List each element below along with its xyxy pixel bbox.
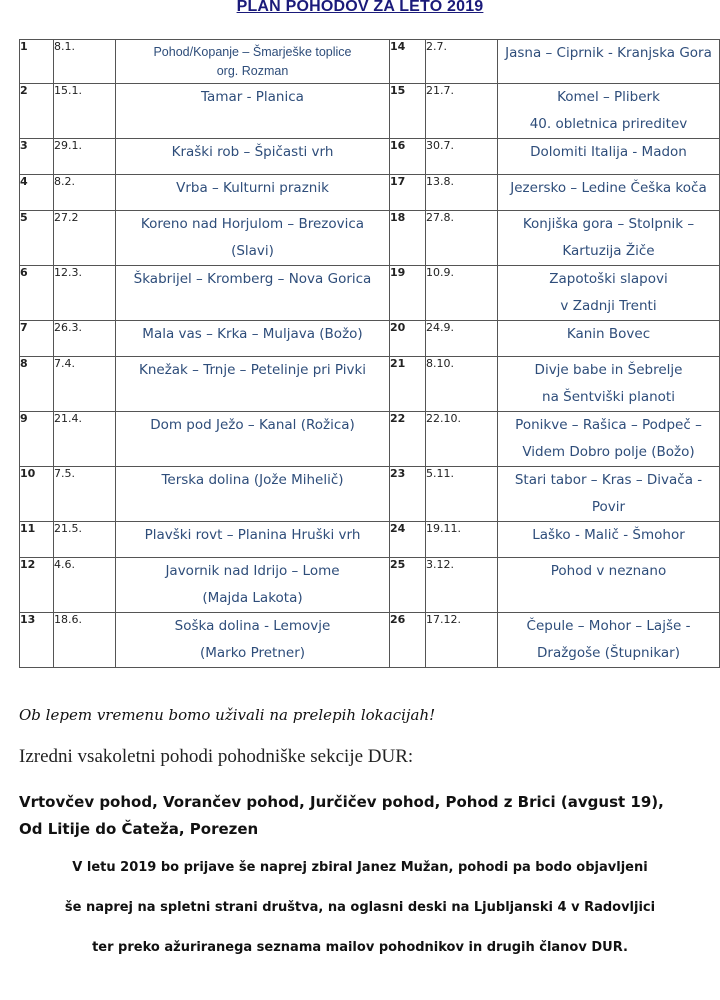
- hike-destination: [116, 321, 390, 357]
- destination-line: Vrba – Kulturni praznik: [176, 180, 329, 196]
- destination-line: Dražgoše (Štupnikar): [537, 645, 680, 661]
- destination-line: Čepule – Mohor – Lajše -: [526, 618, 691, 634]
- hike-number: 24: [390, 522, 426, 558]
- hike-number: 12: [20, 558, 54, 613]
- table-row: [20, 321, 720, 357]
- signup-line: ter preko ažuriranega seznama mailov pohodnikov in drugih članov DUR.: [92, 940, 628, 955]
- hike-date: 19.11.: [426, 522, 498, 558]
- hike-destination: [498, 211, 720, 266]
- hike-number: 26: [390, 613, 426, 668]
- hike-destination: [498, 412, 720, 467]
- signup-line: V letu 2019 bo prijave še naprej zbiral Janez Mužan, pohodi pa bodo objavljeni: [72, 860, 648, 875]
- hike-date: 5.11.: [426, 467, 498, 522]
- hike-destination: [498, 175, 720, 211]
- hike-date: 21.5.: [54, 522, 116, 558]
- destination-line: (Marko Pretner): [199, 645, 306, 661]
- page-title: PLAN POHODOV ZA LETO 2019: [236, 0, 484, 15]
- hike-date: 3.12.: [426, 558, 498, 613]
- table-row: [20, 266, 720, 321]
- hike-number: 22: [390, 412, 426, 467]
- hike-number: 13: [20, 613, 54, 668]
- destination-line: Ponikve – Rašica – Podpeč –: [515, 417, 702, 433]
- hike-destination: [498, 84, 720, 139]
- hike-destination: [498, 139, 720, 175]
- table-row: [20, 40, 720, 84]
- destination-line: Divje babe in Šebrelje: [534, 362, 683, 378]
- destination-line: Videm Dobro polje (Božo): [522, 444, 695, 460]
- hike-number: 2: [20, 84, 54, 139]
- hike-number: 9: [20, 412, 54, 467]
- hike-date: 21.7.: [426, 84, 498, 139]
- destination-line: Pohod v neznano: [550, 563, 667, 579]
- destination-line: Kraški rob – Špičasti vrh: [171, 144, 334, 160]
- hike-destination: [116, 522, 390, 558]
- hike-date: 18.6.: [54, 613, 116, 668]
- table-row: [20, 139, 720, 175]
- hike-date: 7.4.: [54, 357, 116, 412]
- hike-number: 11: [20, 522, 54, 558]
- destination-line: Jezersko – Ledine Češka koča: [510, 180, 707, 196]
- hike-date: 8.1.: [54, 40, 116, 84]
- hike-number: 6: [20, 266, 54, 321]
- destination-line: Zapotoški slapovi: [549, 271, 668, 287]
- hike-number: 18: [390, 211, 426, 266]
- hike-number: 5: [20, 211, 54, 266]
- hike-date: 15.1.: [54, 84, 116, 139]
- hike-number: 1: [20, 40, 54, 84]
- hike-destination: [116, 139, 390, 175]
- destination-line: org. Rozman: [216, 64, 289, 78]
- hike-number: 20: [390, 321, 426, 357]
- signup-line: še naprej na spletni strani društva, na oglasni deski na Ljubljanski 4 v Radovljici: [64, 900, 656, 915]
- destination-line: Tamar - Planica: [201, 89, 304, 105]
- destination-line: Mala vas – Krka – Muljava (Božo): [142, 326, 363, 342]
- hike-destination: [498, 522, 720, 558]
- hike-date: 21.4.: [54, 412, 116, 467]
- hike-schedule-table: [19, 39, 720, 668]
- hike-date: 27.8.: [426, 211, 498, 266]
- hike-destination: [498, 40, 720, 84]
- table-row: [20, 357, 720, 412]
- extra-hikes-list: [19, 789, 709, 843]
- table-row: [20, 558, 720, 613]
- hike-destination: [116, 357, 390, 412]
- hike-number: 19: [390, 266, 426, 321]
- hike-number: 7: [20, 321, 54, 357]
- hike-date: 8.10.: [426, 357, 498, 412]
- destination-line: v Zadnji Trenti: [560, 298, 657, 314]
- hike-number: 17: [390, 175, 426, 211]
- hike-destination: [116, 266, 390, 321]
- hike-date: 24.9.: [426, 321, 498, 357]
- destination-line: Škabrijel – Kromberg – Nova Gorica: [133, 271, 372, 287]
- table-row: [20, 175, 720, 211]
- hike-destination: [498, 558, 720, 613]
- table-row: [20, 522, 720, 558]
- destination-line: Knežak – Trnje – Petelinje pri Pivki: [138, 362, 367, 378]
- hike-number: 16: [390, 139, 426, 175]
- hike-destination: [498, 357, 720, 412]
- hike-destination: [498, 321, 720, 357]
- destination-line: 40. obletnica prireditev: [529, 116, 688, 132]
- hike-date: 29.1.: [54, 139, 116, 175]
- hike-number: 21: [390, 357, 426, 412]
- table-row: [20, 467, 720, 522]
- destination-line: Soška dolina - Lemovje: [174, 618, 331, 634]
- hike-destination: [498, 467, 720, 522]
- hike-date: 22.10.: [426, 412, 498, 467]
- hike-destination: [116, 467, 390, 522]
- destination-line: (Slavi): [231, 243, 274, 259]
- destination-line: Kartuzija Žiče: [562, 243, 655, 259]
- weather-note: Ob lepem vremenu bomo uživali na prelepih lokacijah!: [19, 706, 436, 724]
- hike-date: 12.3.: [54, 266, 116, 321]
- hike-date: 30.7.: [426, 139, 498, 175]
- hike-date: 26.3.: [54, 321, 116, 357]
- hike-destination: [116, 558, 390, 613]
- destination-line: Javornik nad Idrijo – Lome: [165, 563, 340, 579]
- destination-line: Komel – Pliberk: [557, 89, 660, 105]
- hike-destination: [498, 613, 720, 668]
- hike-destination: [116, 613, 390, 668]
- hike-number: 4: [20, 175, 54, 211]
- hike-number: 15: [390, 84, 426, 139]
- hike-destination: [116, 211, 390, 266]
- hike-number: 8: [20, 357, 54, 412]
- hike-date: 13.8.: [426, 175, 498, 211]
- destination-line: (Majda Lakota): [202, 590, 303, 606]
- table-row: [20, 211, 720, 266]
- hike-date: 17.12.: [426, 613, 498, 668]
- destination-line: na Šentviški planoti: [542, 389, 675, 405]
- hike-date: 8.2.: [54, 175, 116, 211]
- extra-hikes-line: Od Litije do Čateža, Porezen: [19, 820, 259, 838]
- destination-line: Kanin Bovec: [566, 326, 651, 342]
- destination-line: Dom pod Ježo – Kanal (Rožica): [150, 417, 355, 433]
- hike-destination: [116, 175, 390, 211]
- hike-date: 4.6.: [54, 558, 116, 613]
- hike-date: 27.2: [54, 211, 116, 266]
- hike-number: 14: [390, 40, 426, 84]
- table-row: [20, 613, 720, 668]
- extra-hikes-heading: Izredni vsakoletni pohodi pohodniške sekcije DUR:: [19, 746, 414, 767]
- destination-line: Pohod/Kopanje – Šmarješke toplice: [153, 45, 352, 59]
- hike-number: 10: [20, 467, 54, 522]
- hike-number: 25: [390, 558, 426, 613]
- destination-line: Terska dolina (Jože Mihelič): [161, 472, 344, 488]
- destination-line: Koreno nad Horjulom – Brezovica: [140, 216, 365, 232]
- hike-destination: [116, 84, 390, 139]
- destination-line: Plavški rovt – Planina Hruški vrh: [144, 527, 361, 543]
- hike-date: 10.9.: [426, 266, 498, 321]
- destination-line: Laško - Malič - Šmohor: [532, 527, 685, 543]
- table-row: [20, 412, 720, 467]
- hike-number: 3: [20, 139, 54, 175]
- hike-date: 7.5.: [54, 467, 116, 522]
- extra-hikes-line: Vrtovčev pohod, Vorančev pohod, Jurčičev pohod, Pohod z Brici (avgust 19),: [19, 793, 664, 811]
- destination-line: Stari tabor – Kras – Divača -: [514, 472, 703, 488]
- destination-line: Jasna – Ciprnik - Kranjska Gora: [505, 45, 712, 61]
- hike-destination: [116, 412, 390, 467]
- signup-note: [0, 860, 720, 980]
- hike-destination: [498, 266, 720, 321]
- destination-line: Povir: [591, 499, 626, 515]
- destination-line: Konjiška gora – Stolpnik –: [522, 216, 695, 232]
- destination-line: Dolomiti Italija - Madon: [530, 144, 687, 160]
- hike-destination: [116, 40, 390, 84]
- table-row: [20, 84, 720, 139]
- hike-date: 2.7.: [426, 40, 498, 84]
- hike-number: 23: [390, 467, 426, 522]
